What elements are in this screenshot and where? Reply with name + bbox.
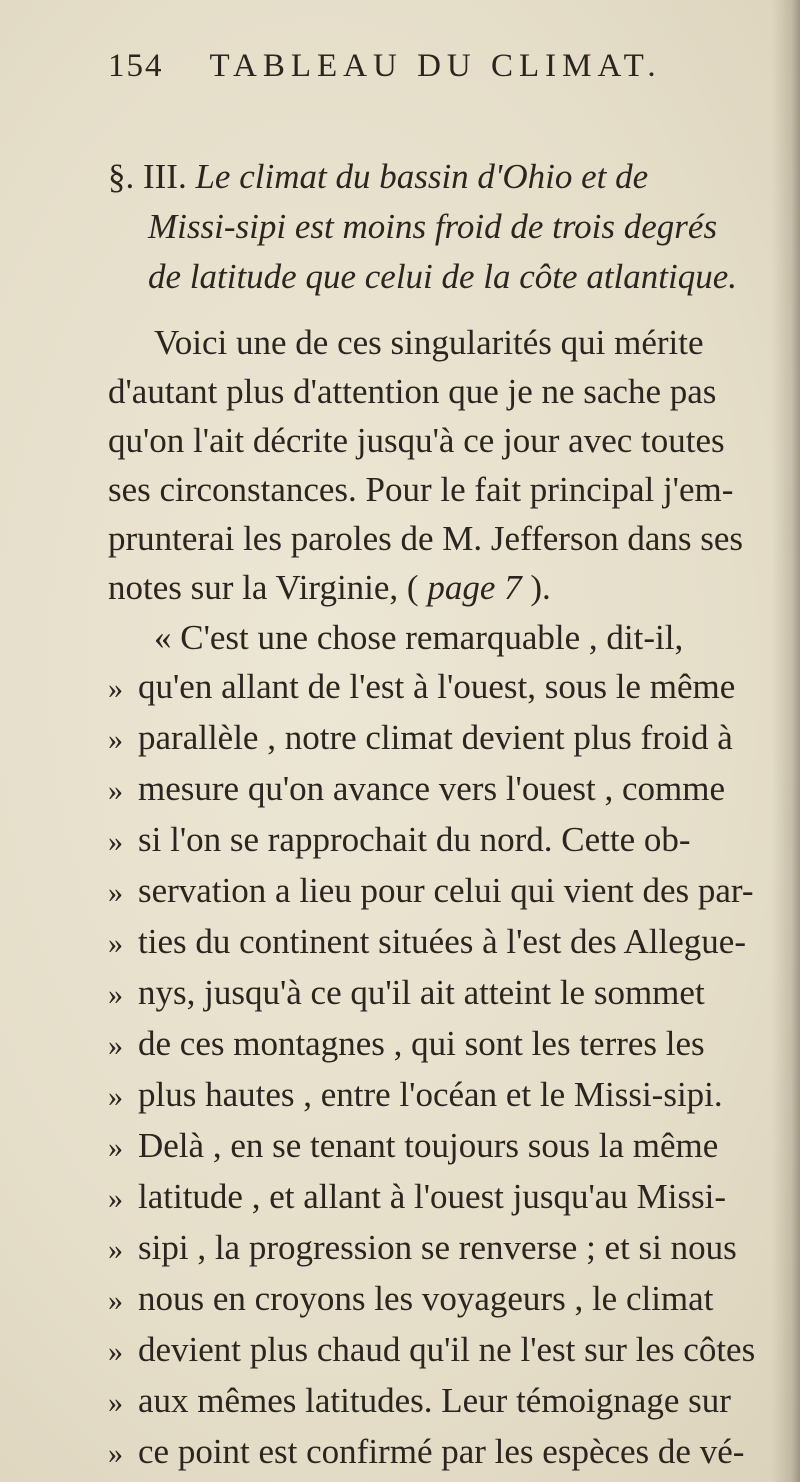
quote-line — [108, 713, 788, 764]
guillemet-mark: » — [108, 774, 123, 807]
quote-line — [108, 1172, 788, 1223]
guillemet-mark: » — [108, 672, 123, 705]
quote-line-text: de ces montagnes , qui sont les terres les — [138, 1024, 705, 1063]
quote-line — [108, 866, 788, 917]
section-heading-line-1 — [108, 152, 768, 202]
quote-line — [108, 1223, 788, 1274]
guillemet-mark: » — [108, 1080, 123, 1113]
quote-line — [108, 968, 788, 1019]
page-reference: page 7 — [427, 568, 522, 607]
guillemet-mark: » — [108, 1284, 123, 1317]
quote-line — [108, 815, 788, 866]
section-title-line: de latitude que celui de la côte atlantique. — [148, 257, 738, 296]
paragraph-line: prunterai les paroles de M. Jefferson dans ses — [108, 519, 744, 558]
quote-line — [108, 1121, 788, 1172]
quote-line-text: parallèle , notre climat devient plus froid à — [138, 718, 733, 757]
guillemet-mark: » — [108, 978, 123, 1011]
quote-line — [108, 1427, 788, 1478]
section-mark: §. III. — [108, 157, 187, 196]
quote-line-text: qu'en allant de l'est à l'ouest, sous le même — [138, 667, 736, 706]
quote-line — [108, 1274, 788, 1325]
quote-line — [108, 917, 788, 968]
quote-line — [108, 1070, 788, 1121]
quote-line-text: mesure qu'on avance vers l'ouest , comme — [138, 769, 726, 808]
quote-line-text: servation a lieu pour celui qui vient des par- — [138, 871, 754, 910]
paragraph-text: ). — [530, 568, 551, 607]
quote-line-text: sipi , la progression se renverse ; et si nous — [138, 1228, 737, 1267]
quote-line — [108, 1376, 788, 1427]
section-heading — [108, 152, 768, 302]
paragraph-line: Voici une de ces singularités qui mérite — [154, 323, 704, 362]
guillemet-mark: » — [108, 1386, 123, 1419]
guillemet-mark: » — [108, 723, 123, 756]
guillemet-mark: » — [108, 1233, 123, 1266]
paragraph-last-line — [108, 563, 768, 612]
quote-line-text: latitude , et allant à l'ouest jusqu'au Missi- — [138, 1177, 727, 1216]
paragraph-text: notes sur la Virginie, ( — [108, 568, 419, 607]
guillemet-mark: » — [108, 1335, 123, 1368]
page-number: 154 — [108, 48, 164, 84]
quote-line-text: ce point est confirmé par les espèces de vé- — [138, 1432, 745, 1471]
guillemet-mark: » — [108, 1182, 123, 1215]
quote-line-text: plus hautes , entre l'océan et le Missi-sipi. — [138, 1075, 723, 1114]
quote-line-text: nys, jusqu'à ce qu'il ait atteint le sommet — [138, 973, 705, 1012]
guillemet-mark: » — [108, 927, 123, 960]
guillemet-mark: » — [108, 876, 123, 909]
quote-line — [108, 1019, 788, 1070]
guillemet-mark: » — [108, 1131, 123, 1164]
jefferson-quote — [108, 613, 788, 1478]
quote-line-text: devient plus chaud qu'il ne l'est sur les côtes — [138, 1330, 756, 1369]
guillemet-mark: » — [108, 825, 123, 858]
paragraph-line: ses circonstances. Pour le fait principal j'em- — [108, 470, 734, 509]
quote-line-text: ties du continent situées à l'est des Allegue- — [138, 922, 746, 961]
quote-line — [108, 662, 788, 713]
intro-paragraph — [108, 318, 768, 612]
quote-line-text: aux mêmes latitudes. Leur témoignage sur — [138, 1381, 731, 1420]
quote-line — [108, 1325, 788, 1376]
section-title-line: Missi-sipi est moins froid de trois degrés — [148, 207, 718, 246]
quote-opening-line: « C'est une chose remarquable , dit-il, — [154, 618, 684, 657]
quote-line-text: nous en croyons les voyageurs , le climat — [138, 1279, 714, 1318]
guillemet-mark: » — [108, 1437, 123, 1470]
running-header — [108, 48, 662, 85]
quote-line — [108, 764, 788, 815]
quote-line-text: si l'on se rapprochait du nord. Cette ob- — [138, 820, 691, 859]
paragraph-line: d'autant plus d'attention que je ne sache pas — [108, 372, 717, 411]
running-title: TABLEAU DU CLIMAT. — [209, 48, 662, 84]
guillemet-mark: » — [108, 1029, 123, 1062]
quote-line-text: Delà , en se tenant toujours sous la même — [138, 1126, 719, 1165]
paragraph-line: qu'on l'ait décrite jusqu'à ce jour avec toutes — [108, 421, 725, 460]
section-title-line: Le climat du bassin d'Ohio et de — [195, 157, 649, 196]
